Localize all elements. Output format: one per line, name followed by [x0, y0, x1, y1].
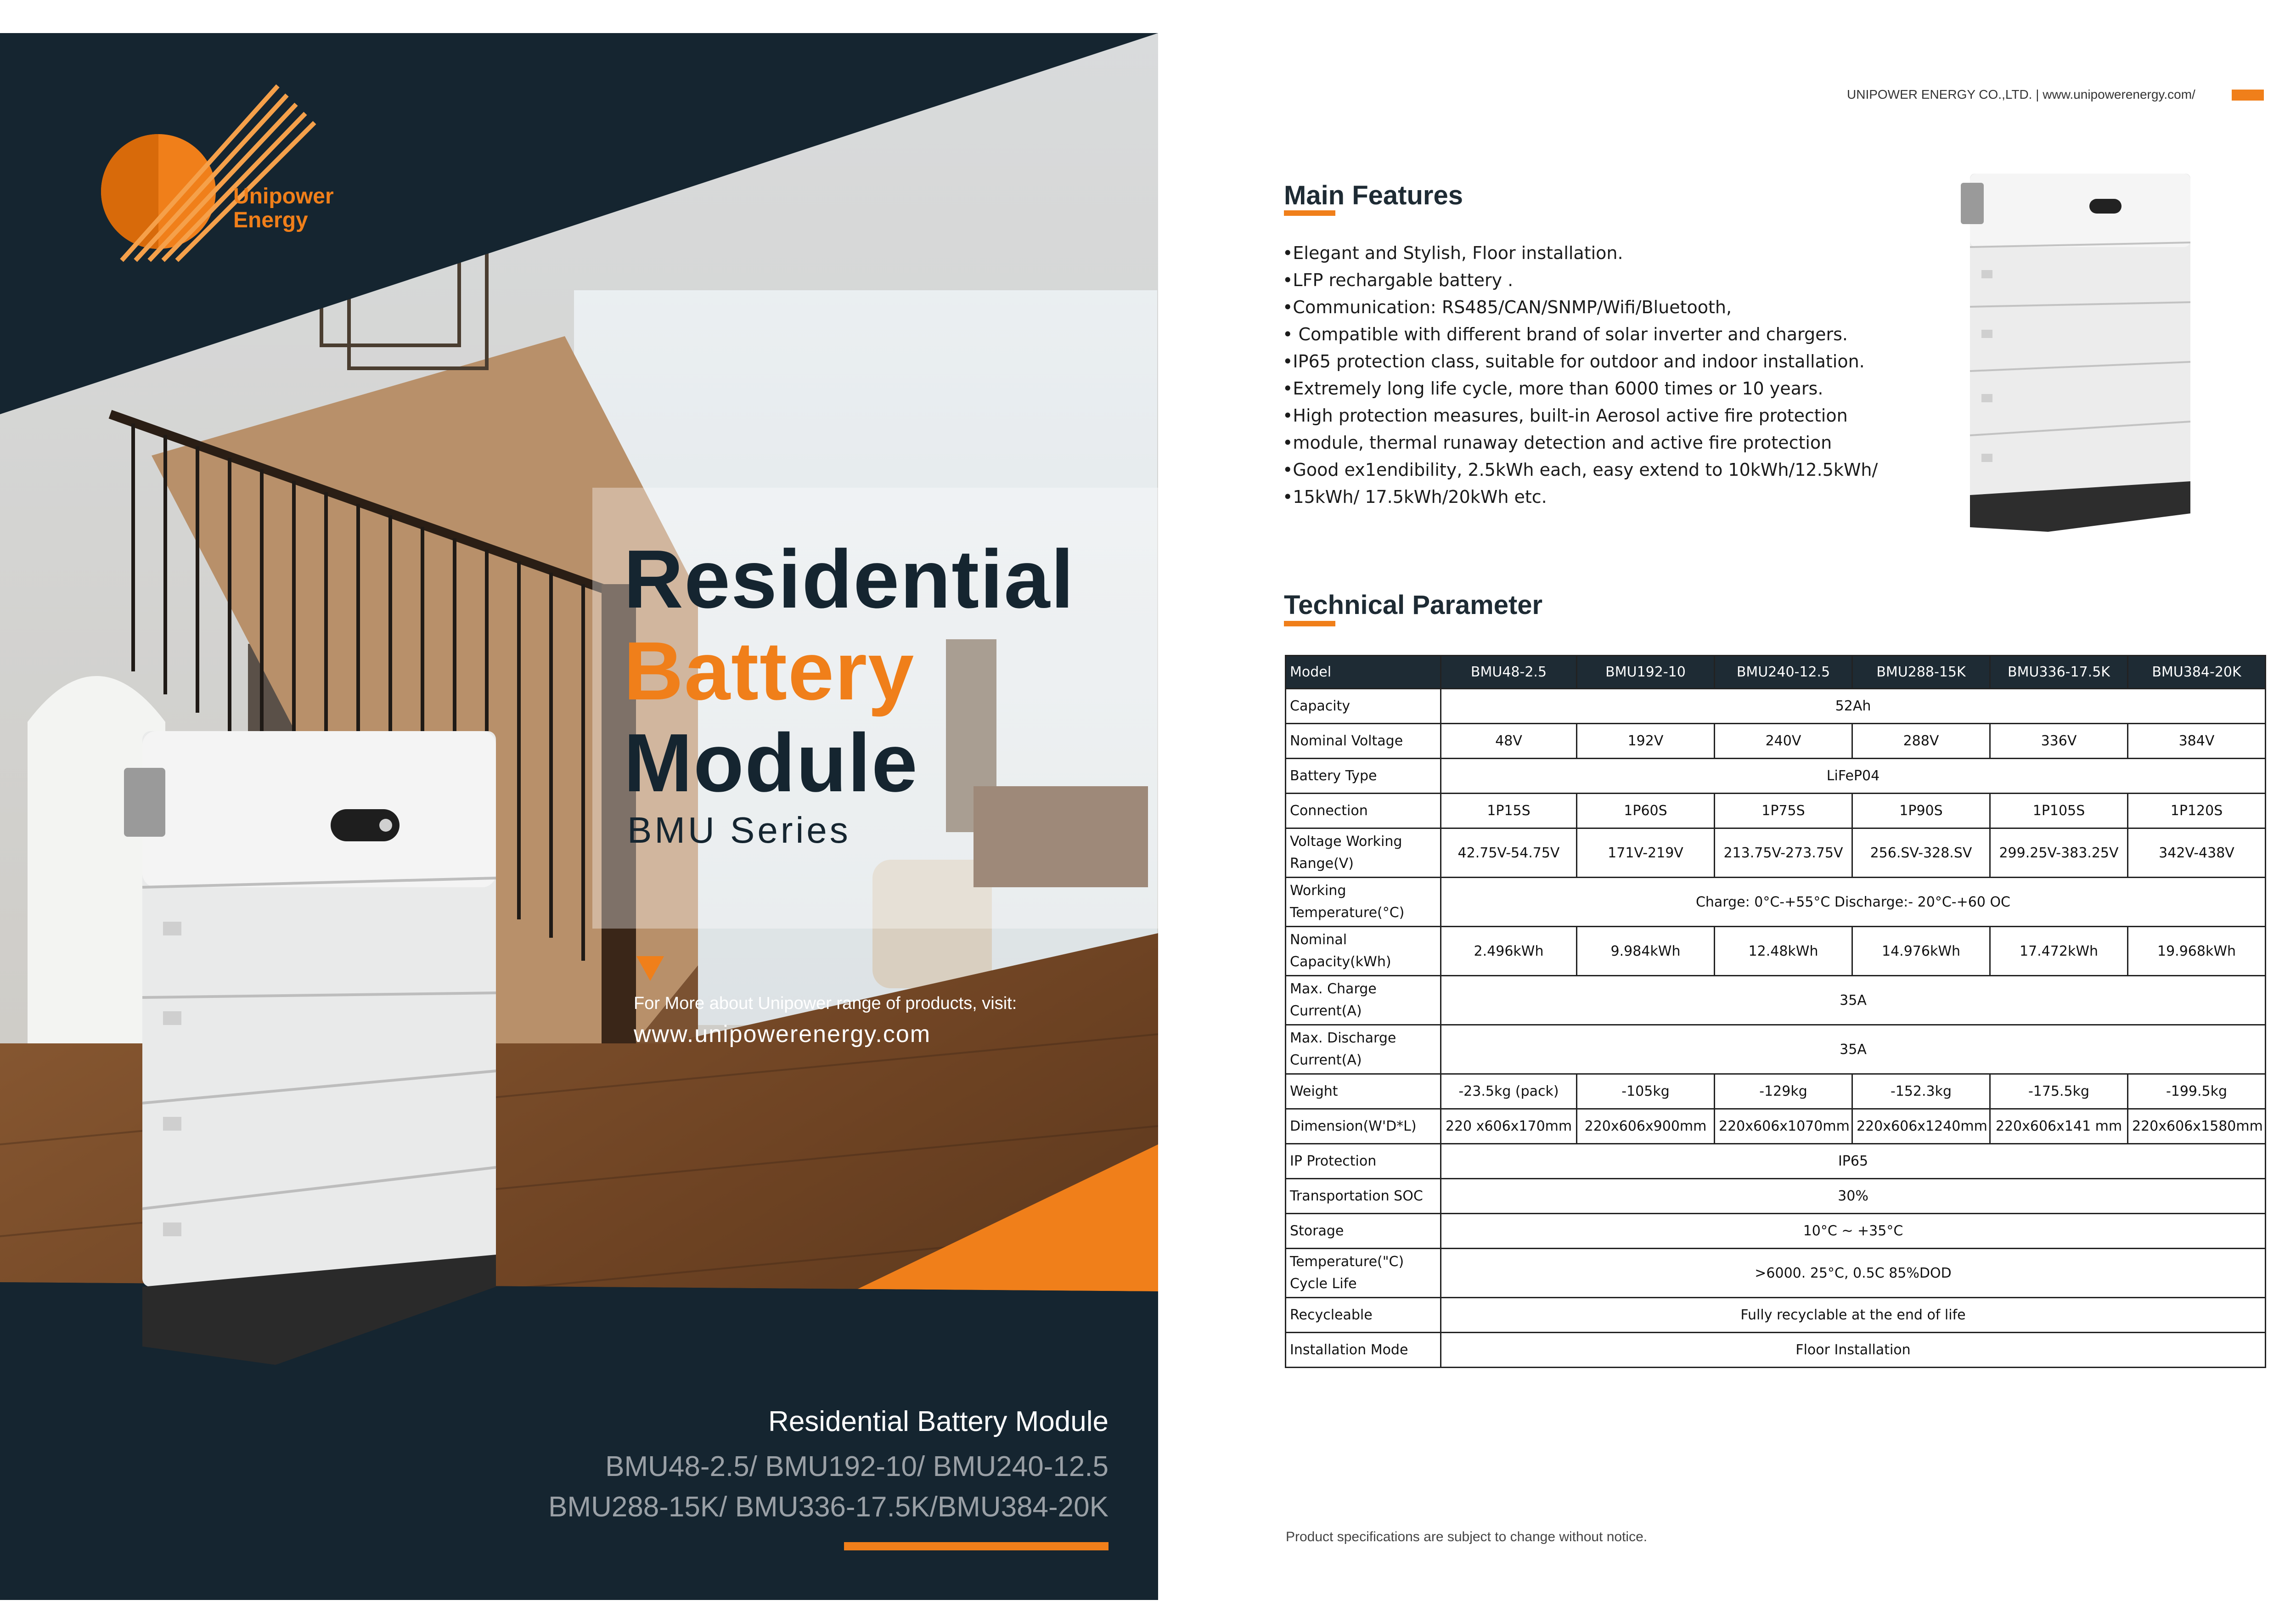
feature-item: • Elegant and Stylish, Floor installation. — [1283, 240, 1925, 267]
main-features-title: Main Features — [1284, 180, 1463, 210]
feature-item: • Extremely long life cycle, more than 6000 times or 10 years. — [1283, 375, 1925, 402]
features-list — [1283, 240, 1925, 511]
brand-logo-icon — [94, 77, 342, 270]
row-label: Voltage Working Range(V) — [1286, 828, 1441, 878]
hero-line-residential: Residential — [624, 533, 1075, 625]
table-row — [1286, 1025, 2266, 1074]
row-value: 1P75S — [1715, 794, 1852, 828]
feature-item: • High protection measures, built-in Aerosol active fire protection — [1283, 402, 1925, 429]
row-value: 14.976kWh — [1852, 927, 1990, 976]
row-label: Capacity — [1286, 689, 1441, 724]
row-label: Recycleable — [1286, 1298, 1441, 1333]
table-row — [1286, 1144, 2266, 1179]
row-value: -129kg — [1715, 1074, 1852, 1109]
hero-line-module: Module — [624, 717, 918, 809]
row-label: Max. Discharge Current(A) — [1286, 1025, 1441, 1074]
table-row — [1286, 1298, 2266, 1333]
table-row — [1286, 1214, 2266, 1249]
row-value: 171V-219V — [1577, 828, 1715, 878]
row-value: 342V-438V — [2128, 828, 2266, 878]
row-value: 336V — [1990, 724, 2128, 759]
table-header-row — [1286, 656, 2266, 689]
row-value: 19.968kWh — [2128, 927, 2266, 976]
row-value-all-models: 10°C ~ +35°C — [1441, 1214, 2266, 1249]
row-value: 220x606x900mm — [1577, 1109, 1715, 1144]
row-value: 288V — [1852, 724, 1990, 759]
brand-name-line2: Energy — [233, 208, 308, 232]
brand-name-line1: Unipower — [233, 184, 334, 208]
row-value-all-models: Floor Installation — [1441, 1333, 2266, 1368]
row-value-all-models: 35A — [1441, 1025, 2266, 1074]
row-label: Connection — [1286, 794, 1441, 828]
feature-item: • Good ex1endibility, 2.5kWh each, easy extend to 10kWh/12.5kWh/ — [1283, 456, 1925, 484]
row-value-all-models: IP65 — [1441, 1144, 2266, 1179]
row-value: 256.SV-328.SV — [1852, 828, 1990, 878]
row-value-all-models: 35A — [1441, 976, 2266, 1025]
company-header: UNIPOWER ENERGY CO.,LTD. | www.unipowerenergy.com/ — [1847, 87, 2195, 101]
row-value-all-models: Fully recyclable at the end of life — [1441, 1298, 2266, 1333]
row-value: 1P15S — [1441, 794, 1577, 828]
row-value-all-models: 52Ah — [1441, 689, 2266, 724]
row-label: Battery Type — [1286, 759, 1441, 794]
feature-item: • module, thermal runaway detection and active fire protection — [1283, 429, 1925, 456]
row-label: Dimension(W'D*L) — [1286, 1109, 1441, 1144]
feature-item: • 15kWh/ 17.5kWh/20kWh etc. — [1283, 484, 1925, 511]
cover-footer-models-1: BMU48-2.5/ BMU192-10/ BMU240-12.5 — [605, 1451, 1109, 1482]
header-cell-model-name: BMU336-17.5K — [1990, 656, 2128, 689]
header-cell-model-name: BMU192-10 — [1577, 656, 1715, 689]
table-row — [1286, 1179, 2266, 1214]
row-value: 384V — [2128, 724, 2266, 759]
row-value-all-models: >6000. 25°C, 0.5C 85%DOD — [1441, 1249, 2266, 1298]
main-features-underline — [1284, 210, 1335, 216]
header-accent-bar — [2232, 90, 2264, 101]
header-cell-model-name: BMU384-20K — [2128, 656, 2266, 689]
row-value: 17.472kWh — [1990, 927, 2128, 976]
row-value: -23.5kg (pack) — [1441, 1074, 1577, 1109]
row-label: Weight — [1286, 1074, 1441, 1109]
row-value: 220x606x1580mm — [2128, 1109, 2266, 1144]
row-label: Nominal Capacity(kWh) — [1286, 927, 1441, 976]
row-value: 220 x606x170mm — [1441, 1109, 1577, 1144]
table-row — [1286, 1249, 2266, 1298]
row-value: 1P60S — [1577, 794, 1715, 828]
row-label: Working Temperature(°C) — [1286, 878, 1441, 927]
table-row — [1286, 927, 2266, 976]
table-row — [1286, 976, 2266, 1025]
cover-footer-models-2: BMU288-15K/ BMU336-17.5K/BMU384-20K — [548, 1491, 1109, 1523]
row-label: Max. Charge Current(A) — [1286, 976, 1441, 1025]
row-label: Transportation SOC — [1286, 1179, 1441, 1214]
row-value: 2.496kWh — [1441, 927, 1577, 976]
cover-footer-title: Residential Battery Module — [768, 1406, 1109, 1437]
row-value-all-models: Charge: 0°C-+55°C Discharge:- 20°C-+60 OC — [1441, 878, 2266, 927]
disclaimer: Product specifications are subject to change without notice. — [1286, 1529, 1648, 1544]
table-row — [1286, 794, 2266, 828]
row-value-all-models: LiFeP04 — [1441, 759, 2266, 794]
row-value: 240V — [1715, 724, 1852, 759]
row-value: 192V — [1577, 724, 1715, 759]
cover-page — [0, 33, 1158, 1600]
row-label: Nominal Voltage — [1286, 724, 1441, 759]
table-row — [1286, 828, 2266, 878]
row-value: 1P90S — [1852, 794, 1990, 828]
table-row — [1286, 1109, 2266, 1144]
row-value: 213.75V-273.75V — [1715, 828, 1852, 878]
header-cell-model-name: BMU48-2.5 — [1441, 656, 1577, 689]
arrow-down-icon — [636, 956, 664, 981]
header-cell-model-name: BMU240-12.5 — [1715, 656, 1852, 689]
row-value: 42.75V-54.75V — [1441, 828, 1577, 878]
row-label: Installation Mode — [1286, 1333, 1441, 1368]
row-label: Storage — [1286, 1214, 1441, 1249]
series-subtitle: BMU Series — [627, 810, 851, 851]
technical-parameter-table — [1285, 655, 2266, 1368]
row-value: -105kg — [1577, 1074, 1715, 1109]
row-value: 299.25V-383.25V — [1990, 828, 2128, 878]
row-label: IP Protection — [1286, 1144, 1441, 1179]
brand-name — [233, 185, 334, 232]
table-row — [1286, 1074, 2266, 1109]
battery-product-image — [1956, 164, 2204, 541]
row-value: -175.5kg — [1990, 1074, 2128, 1109]
row-value-all-models: 30% — [1441, 1179, 2266, 1214]
visit-text: For More about Unipower range of products, visit: — [634, 994, 1017, 1013]
row-value: 220x606x1240mm — [1852, 1109, 1990, 1144]
cover-footer-accent-bar — [844, 1542, 1109, 1550]
row-value: 1P105S — [1990, 794, 2128, 828]
table-body — [1286, 689, 2266, 1368]
row-value: 220x606x141 mm — [1990, 1109, 2128, 1144]
row-value: 220x606x1070mm — [1715, 1109, 1852, 1144]
header-cell-model-name: BMU288-15K — [1852, 656, 1990, 689]
feature-item: • IP65 protection class, suitable for outdoor and indoor installation. — [1283, 348, 1925, 375]
row-value: 9.984kWh — [1577, 927, 1715, 976]
hero-line-battery: Battery — [624, 625, 915, 717]
table-row — [1286, 724, 2266, 759]
hero-title — [624, 534, 1075, 809]
table-row — [1286, 759, 2266, 794]
technical-parameter-underline — [1284, 621, 1335, 626]
technical-parameter-title: Technical Parameter — [1284, 590, 1543, 620]
feature-item: • Communication: RS485/CAN/SNMP/Wifi/Bluetooth, — [1283, 294, 1925, 321]
table-row — [1286, 1333, 2266, 1368]
header-cell-model: Model — [1286, 656, 1441, 689]
row-value: 48V — [1441, 724, 1577, 759]
row-value: 12.48kWh — [1715, 927, 1852, 976]
row-value: -152.3kg — [1852, 1074, 1990, 1109]
row-value: 1P120S — [2128, 794, 2266, 828]
row-value: -199.5kg — [2128, 1074, 2266, 1109]
row-label: Temperature("C) Cycle Life — [1286, 1249, 1441, 1298]
feature-item: • Compatible with different brand of solar inverter and chargers. — [1283, 321, 1925, 348]
table-row — [1286, 878, 2266, 927]
table-row — [1286, 689, 2266, 724]
website-link[interactable]: www.unipowerenergy.com — [634, 1021, 931, 1048]
feature-item: • LFP rechargable battery . — [1283, 267, 1925, 294]
